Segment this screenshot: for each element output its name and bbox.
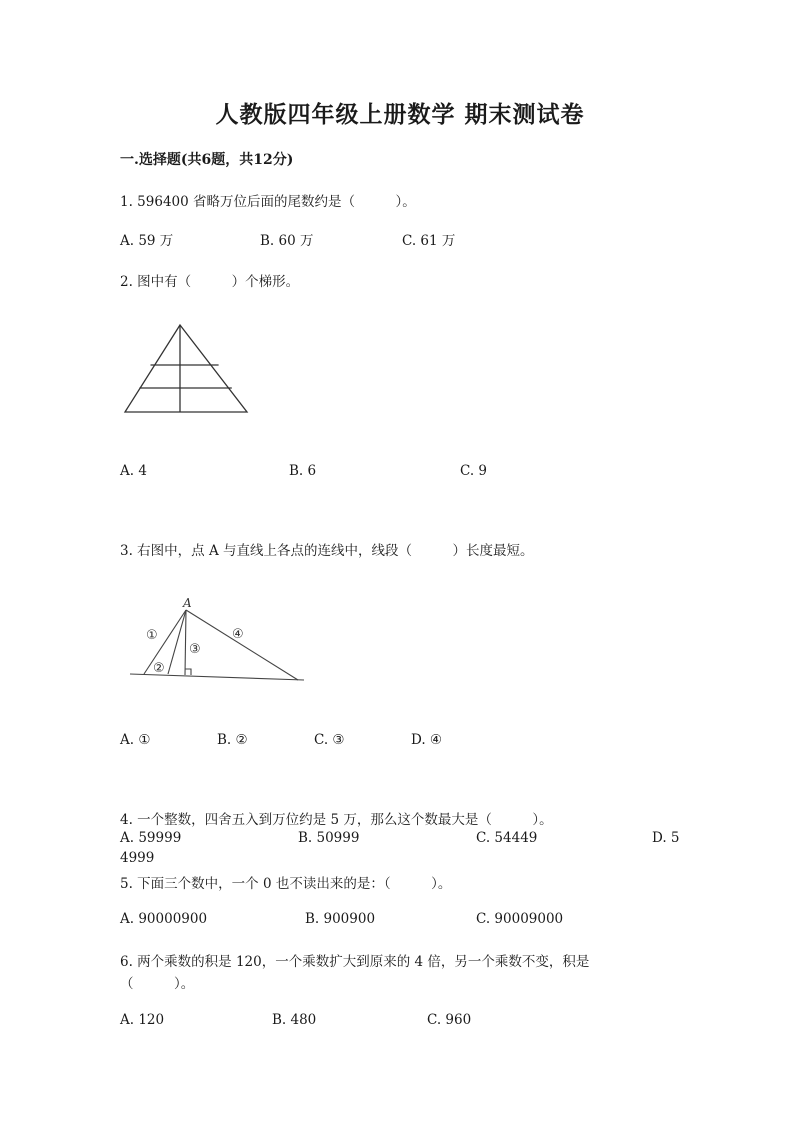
q1-option-a[interactable]: A. 59 万 <box>120 233 174 249</box>
question-6-stem: 6. 两个乘数的积是 120，一个乘数扩大到原来的 4 倍，另一个乘数不变，积是 <box>120 954 590 970</box>
point-line-figure <box>128 592 308 692</box>
right-angle-mark <box>185 669 191 675</box>
q1-option-b[interactable]: B. 60 万 <box>260 233 314 249</box>
q3-option-b[interactable]: B. ② <box>217 732 248 748</box>
question-3-stem: 3. 右图中，点 A 与直线上各点的连线中，线段（ ）长度最短。 <box>120 543 534 559</box>
segment-4 <box>186 610 298 680</box>
segment-label-4: ④ <box>232 627 244 642</box>
segment-label-3: ③ <box>189 642 201 657</box>
q2-option-a[interactable]: A. 4 <box>120 463 147 479</box>
q6-option-c[interactable]: C. 960 <box>427 1012 472 1028</box>
q4-option-a[interactable]: A. 59999 <box>120 830 182 846</box>
q5-option-c[interactable]: C. 90009000 <box>476 911 564 927</box>
segment-3 <box>185 610 186 675</box>
q4-option-c[interactable]: C. 54449 <box>476 830 538 846</box>
q3-option-c[interactable]: C. ③ <box>314 732 345 748</box>
section-heading: 一.选择题(共6题，共12分) <box>120 152 294 168</box>
q4-option-b[interactable]: B. 50999 <box>298 830 360 846</box>
q4-option-d-wrap: 4999 <box>120 850 155 866</box>
q3-option-d[interactable]: D. ④ <box>411 732 443 748</box>
question-4-stem: 4. 一个整数，四舍五入到万位约是 5 万，那么这个数最大是（ ）。 <box>120 812 553 828</box>
question-2-stem: 2. 图中有（ ）个梯形。 <box>120 274 300 290</box>
q2-option-b[interactable]: B. 6 <box>289 463 317 479</box>
question-1-stem: 1. 596400 省略万位后面的尾数约是（ ）。 <box>120 194 416 210</box>
segment-label-2: ② <box>153 661 165 676</box>
q3-option-a[interactable]: A. ① <box>120 732 151 748</box>
q1-option-c[interactable]: C. 61 万 <box>402 233 456 249</box>
segment-label-1: ① <box>146 628 158 643</box>
q6-option-b[interactable]: B. 480 <box>272 1012 317 1028</box>
q5-option-a[interactable]: A. 90000900 <box>120 911 208 927</box>
page-title: 人教版四年级上册数学 期末测试卷 <box>215 101 585 128</box>
outer-triangle <box>125 325 247 412</box>
q5-option-b[interactable]: B. 900900 <box>305 911 376 927</box>
q2-option-c[interactable]: C. 9 <box>460 463 488 479</box>
point-a-label: A <box>183 596 192 610</box>
triangle-trapezoid-figure <box>120 320 255 420</box>
question-5-stem: 5. 下面三个数中，一个 0 也不读出来的是：（ ）。 <box>120 876 452 892</box>
question-6-stem-continued: （ ）。 <box>120 976 195 992</box>
segment-2 <box>168 610 186 674</box>
q4-option-d[interactable]: D. 5 <box>652 830 680 846</box>
q6-option-a[interactable]: A. 120 <box>120 1012 165 1028</box>
